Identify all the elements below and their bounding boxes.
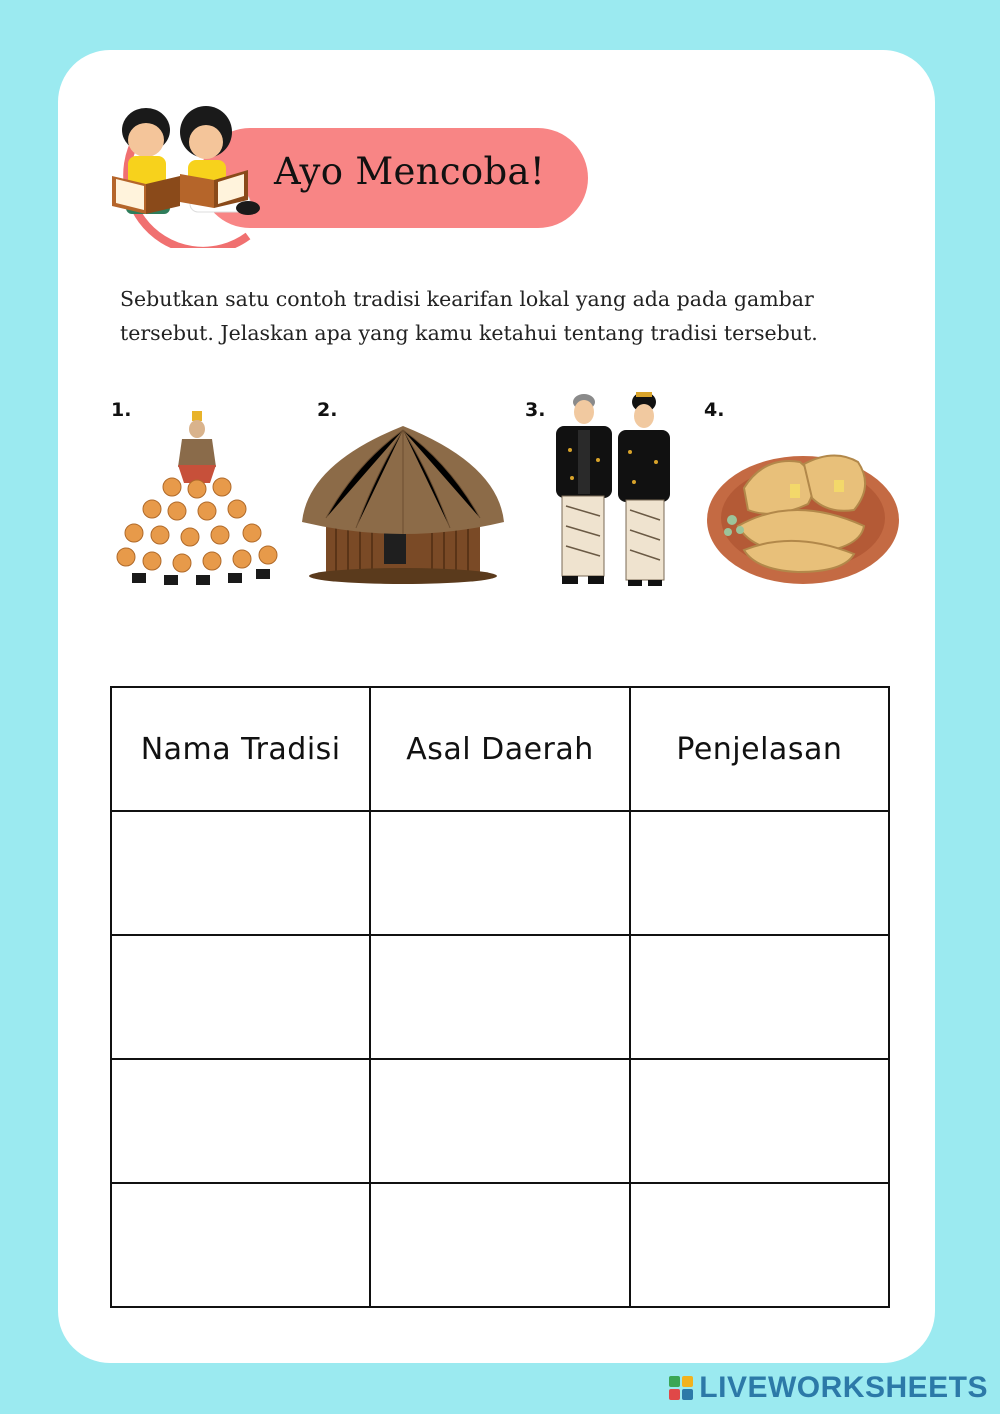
liveworksheets-icon bbox=[669, 1376, 693, 1400]
answer-cell[interactable] bbox=[630, 935, 889, 1059]
table-row bbox=[111, 1183, 889, 1307]
answer-cell[interactable] bbox=[111, 1059, 370, 1183]
page-title: Ayo Mencoba! bbox=[274, 150, 545, 193]
answer-cell[interactable] bbox=[630, 1059, 889, 1183]
answer-cell[interactable] bbox=[370, 811, 629, 935]
answer-cell[interactable] bbox=[370, 1059, 629, 1183]
reading-kids-icon bbox=[98, 96, 268, 248]
brand-text: LIVEWORKSHEETS bbox=[699, 1371, 988, 1404]
picture-number-3: 3. bbox=[525, 399, 546, 421]
picture-number-2: 2. bbox=[317, 399, 338, 421]
table-row bbox=[111, 935, 889, 1059]
answer-cell[interactable] bbox=[111, 1183, 370, 1307]
header-asal-daerah: Asal Daerah bbox=[370, 687, 629, 811]
table-row bbox=[111, 811, 889, 935]
traditional-couple-illustration bbox=[552, 390, 676, 594]
answer-cell[interactable] bbox=[630, 811, 889, 935]
answer-cell[interactable] bbox=[111, 935, 370, 1059]
thatched-hut-illustration bbox=[302, 426, 504, 584]
answer-table bbox=[110, 686, 890, 1308]
answer-cell[interactable] bbox=[630, 1183, 889, 1307]
header-nama-tradisi: Nama Tradisi bbox=[111, 687, 370, 811]
liveworksheets-logo[interactable] bbox=[669, 1370, 988, 1406]
picture-number-1: 1. bbox=[111, 399, 132, 421]
answer-cell[interactable] bbox=[111, 811, 370, 935]
picture-number-4: 4. bbox=[704, 399, 725, 421]
kecak-dance-illustration bbox=[112, 405, 282, 595]
header-penjelasan: Penjelasan bbox=[630, 687, 889, 811]
table-row bbox=[111, 1059, 889, 1183]
instruction-text: Sebutkan satu contoh tradisi kearifan lokal yang ada pada gambar tersebut. Jelaskan apa yang kamu ketahui tentang tradisi tersebut. bbox=[120, 287, 818, 345]
answer-cell[interactable] bbox=[370, 935, 629, 1059]
snack-plate-illustration bbox=[704, 440, 902, 590]
table-header-row bbox=[111, 687, 889, 811]
answer-cell[interactable] bbox=[370, 1183, 629, 1307]
